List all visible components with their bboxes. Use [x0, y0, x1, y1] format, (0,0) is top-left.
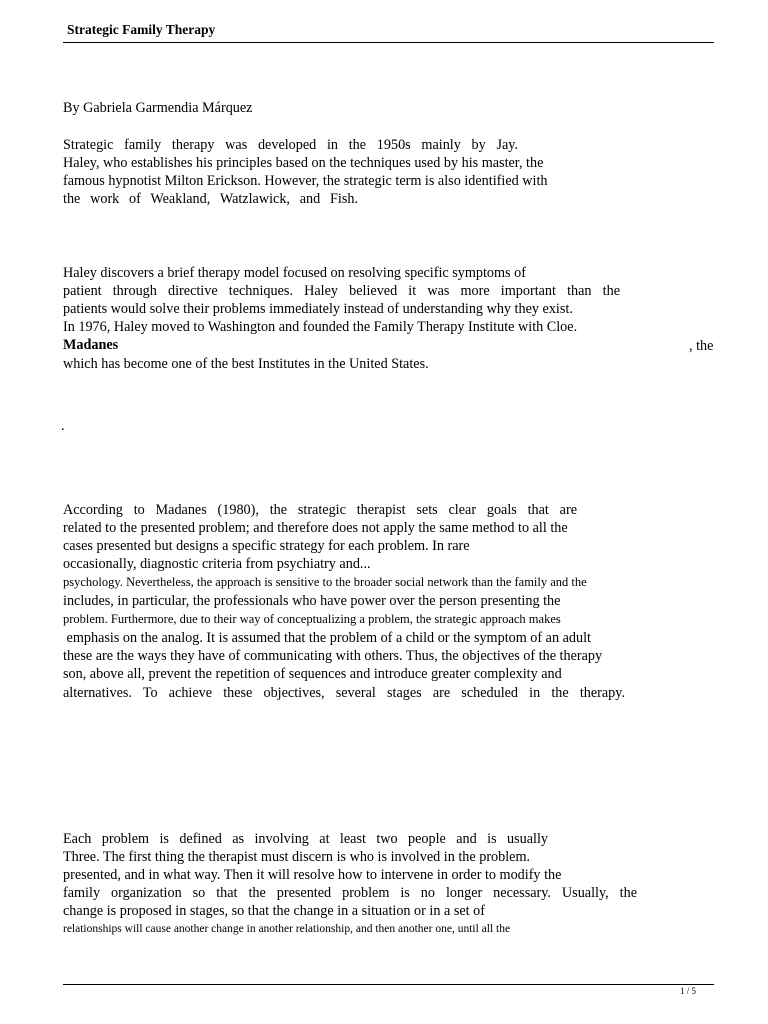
paragraph-4-line-3: presented, and in what way. Then it will resolve how to intervene in order to modify the	[63, 867, 562, 883]
paragraph-2-right-fragment: , the	[689, 338, 714, 354]
paragraph-4-line-2: Three. The first thing the therapist must discern is who is involved in the problem.	[63, 849, 531, 865]
paragraph-3-line-6: includes, in particular, the professionals who have power over the person presenting the	[63, 593, 561, 609]
paragraph-1-line-1: Strategic family therapy was developed in the 1950s mainly by Jay.	[63, 137, 518, 153]
paragraph-4-line-6: relationships will cause another change in another relationship, and then another one, until all the	[63, 923, 511, 935]
paragraph-3-line-4: occasionally, diagnostic criteria from psychiatry and...	[63, 556, 371, 572]
header-divider	[63, 42, 714, 43]
paragraph-2-line-6: which has become one of the best Institutes in the United States.	[63, 356, 429, 372]
footer-divider	[63, 984, 714, 985]
paragraph-3-line-8: emphasis on the analog. It is assumed that the problem of a child or the symptom of an adult	[63, 630, 591, 646]
paragraph-2-bold-name: Madanes	[63, 337, 119, 353]
running-header-title: Strategic Family Therapy	[67, 22, 216, 37]
paragraph-3-line-2: related to the presented problem; and therefore does not apply the same method to all the	[63, 520, 568, 536]
paragraph-3-line-11: alternatives. To achieve these objectives, several stages are scheduled in the therapy.	[63, 685, 625, 701]
paragraph-2-line-2: patient through directive techniques. Haley believed it was more important than the	[63, 283, 620, 299]
stray-period: .	[61, 418, 65, 434]
paragraph-3-line-10: son, above all, prevent the repetition of sequences and introduce greater complexity and	[63, 666, 562, 682]
byline: By Gabriela Garmendia Márquez	[63, 100, 253, 116]
paragraph-3-line-1: According to Madanes (1980), the strategic therapist sets clear goals that are	[63, 502, 577, 518]
paragraph-4-line-1: Each problem is defined as involving at least two people and is usually	[63, 831, 548, 847]
paragraph-1-line-2: Haley, who establishes his principles based on the techniques used by his master, the	[63, 155, 544, 171]
paragraph-2-line-3: patients would solve their problems immediately instead of understanding why they exist.	[63, 301, 573, 317]
paragraph-3-line-7: problem. Furthermore, due to their way of conceptualizing a problem, the strategic approach makes	[63, 612, 561, 626]
page-number: 1 / 5	[680, 986, 697, 996]
paragraph-3-line-3: cases presented but designs a specific strategy for each problem. In rare	[63, 538, 470, 554]
paragraph-4-line-4: family organization so that the presented problem is no longer necessary. Usually, the	[63, 885, 637, 901]
paragraph-2-line-4: In 1976, Haley moved to Washington and founded the Family Therapy Institute with Cloe.	[63, 319, 578, 335]
paragraph-2-line-1: Haley discovers a brief therapy model focused on resolving specific symptoms of	[63, 265, 526, 281]
paragraph-1-line-4: the work of Weakland, Watzlawick, and Fish.	[63, 191, 358, 207]
paragraph-1-line-3: famous hypnotist Milton Erickson. However, the strategic term is also identified with	[63, 173, 548, 189]
paragraph-3-line-5: psychology. Nevertheless, the approach is sensitive to the broader social network than the family and the	[63, 575, 587, 589]
paragraph-3-line-9: these are the ways they have of communicating with others. Thus, the objectives of the therapy	[63, 648, 603, 664]
paragraph-4-line-5: change is proposed in stages, so that the change in a situation or in a set of	[63, 903, 485, 919]
